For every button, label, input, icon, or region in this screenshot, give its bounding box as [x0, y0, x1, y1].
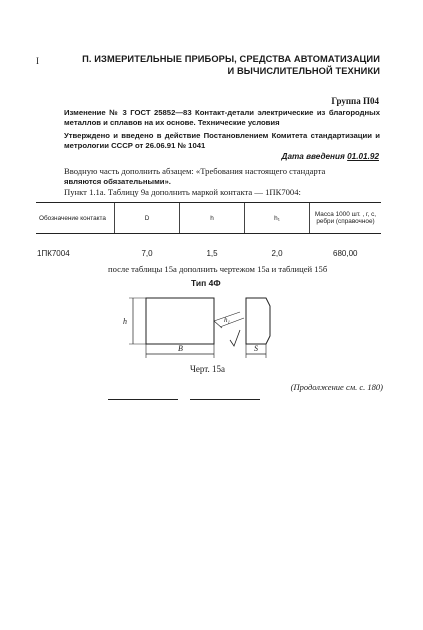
intro-bold-text: являются обязательными». [64, 176, 171, 186]
approval-notice: Утверждено и введено в действие Постановлением Комитета стандартизации и метрологии СССР от 26.06.91 № 1041 [64, 131, 380, 150]
effective-date-value: 01.01.92 [347, 152, 379, 161]
lower-height-label: h₁ [224, 316, 230, 324]
type-label: Тип 4Ф [191, 278, 221, 288]
intro-text: Вводную часть дополнить абзацем: «Требования настоящего стандарта [64, 166, 326, 176]
table-header: Масса 1000 шт. , г, с, ребри (справочное) [310, 203, 382, 234]
height-dimension-label: h [123, 317, 127, 326]
point-paragraph: Пункт 1.1а. Таблицу 9а дополнить маркой контакта — 1ПК7004: [64, 187, 301, 197]
side-view-outline [246, 298, 270, 344]
figure-caption: Черт. 15а [190, 364, 225, 374]
thickness-dimension-label: S [254, 344, 258, 353]
change-notice: Изменение № 3 ГОСТ 25852—83 Контакт-детали электрические из благородных металлов и сплавов на их основе. Технические условия [64, 108, 380, 127]
page-marker: I [36, 56, 39, 66]
divider [108, 399, 178, 400]
table-header: D [115, 203, 180, 234]
after-table-note: после таблицы 15а дополнить чертежом 15а и таблицей 15б [108, 264, 328, 274]
table-cell: 2,0 [271, 248, 283, 258]
table-cell: 1,5 [206, 248, 218, 258]
table-header: h₁ [245, 203, 310, 234]
group-label: Группа П04 [331, 96, 379, 106]
table-cell: 1ПК7004 [37, 248, 70, 258]
table-cell: 7,0 [141, 248, 153, 258]
continuation-note: (Продолжение см. с. 180) [290, 382, 383, 392]
table-header: Обозначение контакта [36, 203, 115, 234]
header-line-1: П. ИЗМЕРИТЕЛЬНЫЕ ПРИБОРЫ, СРЕДСТВА АВТОМАТИЗАЦИИ [82, 54, 380, 64]
effective-date-label: Дата введения [281, 152, 345, 161]
width-dimension-label: B [178, 344, 183, 353]
front-view-outline [146, 298, 214, 344]
divider [190, 399, 260, 400]
table-header: h [180, 203, 245, 234]
header-line-2: И ВЫЧИСЛИТЕЛЬНОЙ ТЕХНИКИ [227, 66, 380, 76]
table-cell: 680,00 [333, 248, 358, 258]
